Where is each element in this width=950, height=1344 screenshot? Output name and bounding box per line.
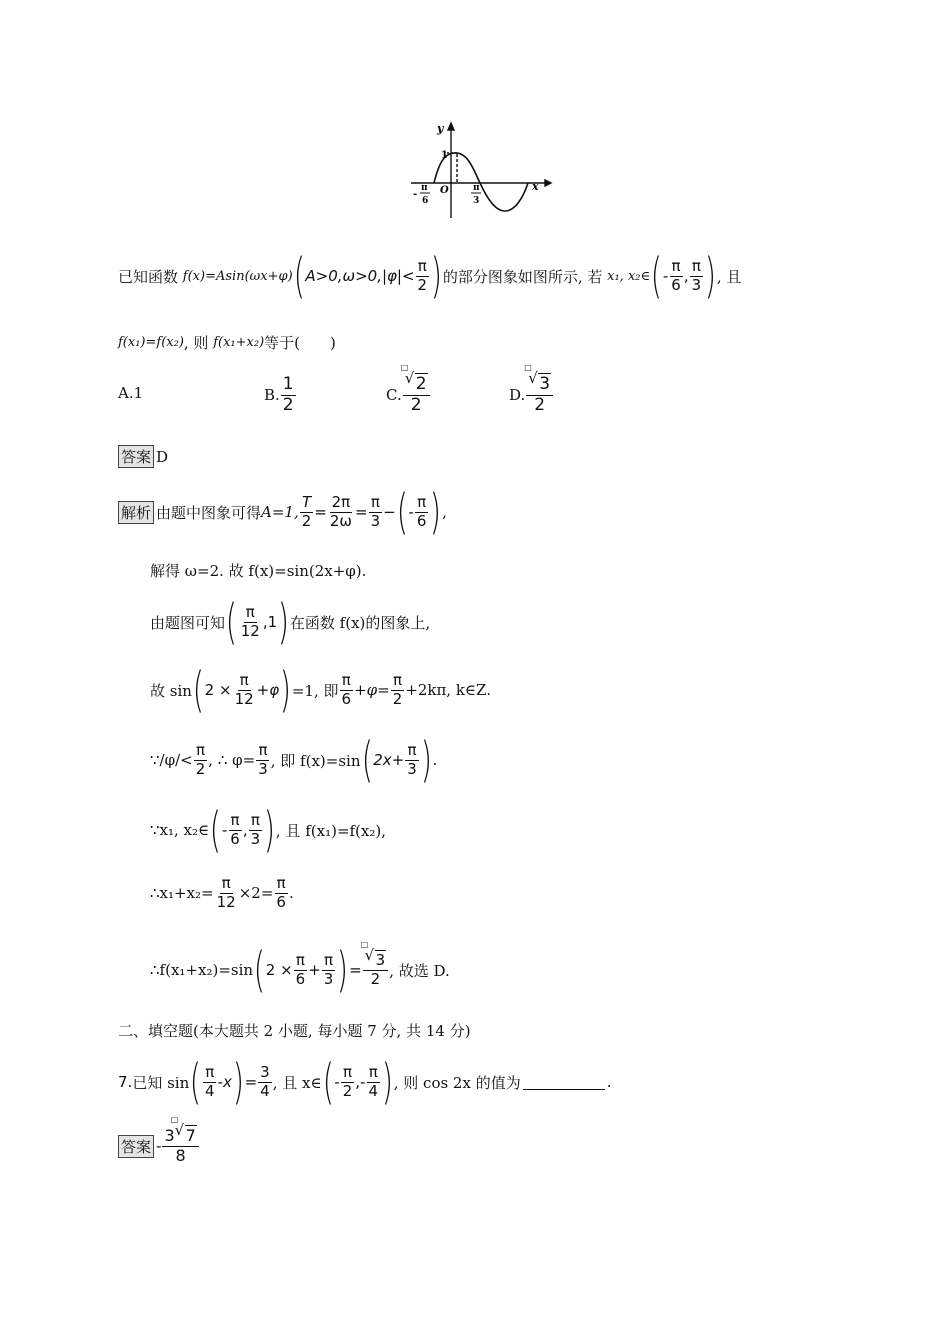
analysis-line7: ∴x₁+x₂= $\frac{\pi}{12}$ ×2= $\frac{\pi}{6}$ . bbox=[150, 874, 294, 911]
q7-stem: 7. 已知 sin ( $\frac{\pi}{4}$ -x ) = $\frac{3}{4}$ , 且 x∈ ( - $\frac{\pi}{2}$ ,- $\frac{\pi}{4}$ ) , 则 cos 2x 的值为 . bbox=[118, 1054, 612, 1110]
q6-stem-text: , 则 bbox=[183, 334, 209, 352]
graph-origin-label: O bbox=[440, 185, 449, 196]
q6-stem-vars: x₁, x₂∈ bbox=[607, 268, 651, 284]
q6-stem-eq: f(x₁)=f(x₂) bbox=[118, 335, 184, 350]
graph-right-tick-den: 3 bbox=[473, 196, 480, 206]
analysis-line2: 解得 ω=2. 故 f(x)=sin(2x+φ). bbox=[150, 562, 367, 580]
graph-left-tick-den: 6 bbox=[422, 196, 429, 206]
analysis-line4: 故 sin ( 2 × $\frac{\pi}{12}$ +φ ) =1, 即 $\frac{\pi}{6}$ +φ= $\frac{\pi}{2}$ +2kπ, k∈Z. bbox=[150, 662, 491, 718]
graph-x-label: x bbox=[532, 180, 539, 193]
q6-stem-line2 bbox=[118, 332, 336, 353]
q6-stem-line1: 已知函数 f(x)=Asin(ωx+φ) ( A>0,ω>0,|φ|< $\frac{\pi}{2}$ ) 的部分图象如图所示, 若 x₁, x₂∈ ( - $\frac{\pi}{6}$ , $\frac{\pi}{3}$ ) , 且 bbox=[118, 248, 742, 304]
graph-left-tick-minus: - bbox=[413, 189, 418, 200]
q6-stem-end: , 且 bbox=[716, 267, 742, 286]
q7-number: 7. bbox=[118, 1073, 133, 1091]
q7-answer: 答案 - 3 □ √ 7 8 bbox=[118, 1128, 200, 1165]
option-c: C. □ √ 2 2 bbox=[386, 376, 431, 415]
q6-stem-mid: 的部分图象如图所示, 若 bbox=[442, 267, 603, 286]
analysis-line8: ∴f(x₁+x₂)=sin ( 2 × $\frac{\pi}{6}$ + $\frac{\pi}{3}$ ) = □ √ 3 2 , 故选 D. bbox=[150, 939, 450, 998]
sine-graph bbox=[405, 118, 555, 218]
answer-value: D bbox=[156, 447, 169, 466]
graph-left-tick-num: π bbox=[421, 183, 428, 193]
analysis-line1: 解析 由题中图象可得 A=1, $\frac{T}{2}$ = $\frac{2\pi}{2\omega}$ = $\frac{\pi}{3}$ − ( - $\frac{\pi}{6}$ ) , bbox=[118, 488, 447, 536]
answer-tag: 答案 bbox=[118, 445, 154, 468]
q6-answer bbox=[118, 445, 168, 468]
q6-stem-expr: f(x₁+x₂) bbox=[213, 335, 265, 350]
analysis-line3: 由题图可知 ( $\frac{\pi}{12}$ ,1 ) 在函数 f(x)的图象上, bbox=[150, 594, 431, 650]
q7-answer-tag: 答案 bbox=[118, 1135, 154, 1158]
graph-one-label: 1 bbox=[441, 150, 448, 161]
analysis-line5: ∵/φ/< $\frac{\pi}{2}$ , ∴ φ= $\frac{\pi}{3}$ , 即 f(x)=sin ( 2x+ $\frac{\pi}{3}$ ) . bbox=[150, 732, 438, 788]
analysis-tag: 解析 bbox=[118, 501, 154, 524]
q6-stem-prefix: 已知函数 bbox=[118, 267, 179, 286]
q6-stem-end2: 等于( ) bbox=[264, 334, 336, 352]
q6-stem-cond: A>0,ω>0,|φ|< bbox=[305, 267, 415, 285]
graph-y-label: y bbox=[437, 122, 444, 135]
option-b: B. $\frac{1}{2}$ bbox=[264, 374, 294, 415]
q7-answer-blank[interactable] bbox=[523, 1075, 605, 1090]
q6-stem-func: f(x)=Asin(ωx+φ) bbox=[182, 268, 293, 284]
analysis-line6: ∵x₁, x₂∈ ( - $\frac{\pi}{6}$ , $\frac{\pi}{3}$ ) , 且 f(x₁)=f(x₂), bbox=[150, 802, 387, 858]
option-a: A. 1 bbox=[118, 384, 144, 402]
section2-title: 二、填空题(本大题共 2 小题, 每小题 7 分, 共 14 分) bbox=[118, 1022, 471, 1040]
graph-right-tick-num: π bbox=[473, 183, 480, 193]
option-d: D. □ √ 3 2 bbox=[509, 376, 554, 415]
